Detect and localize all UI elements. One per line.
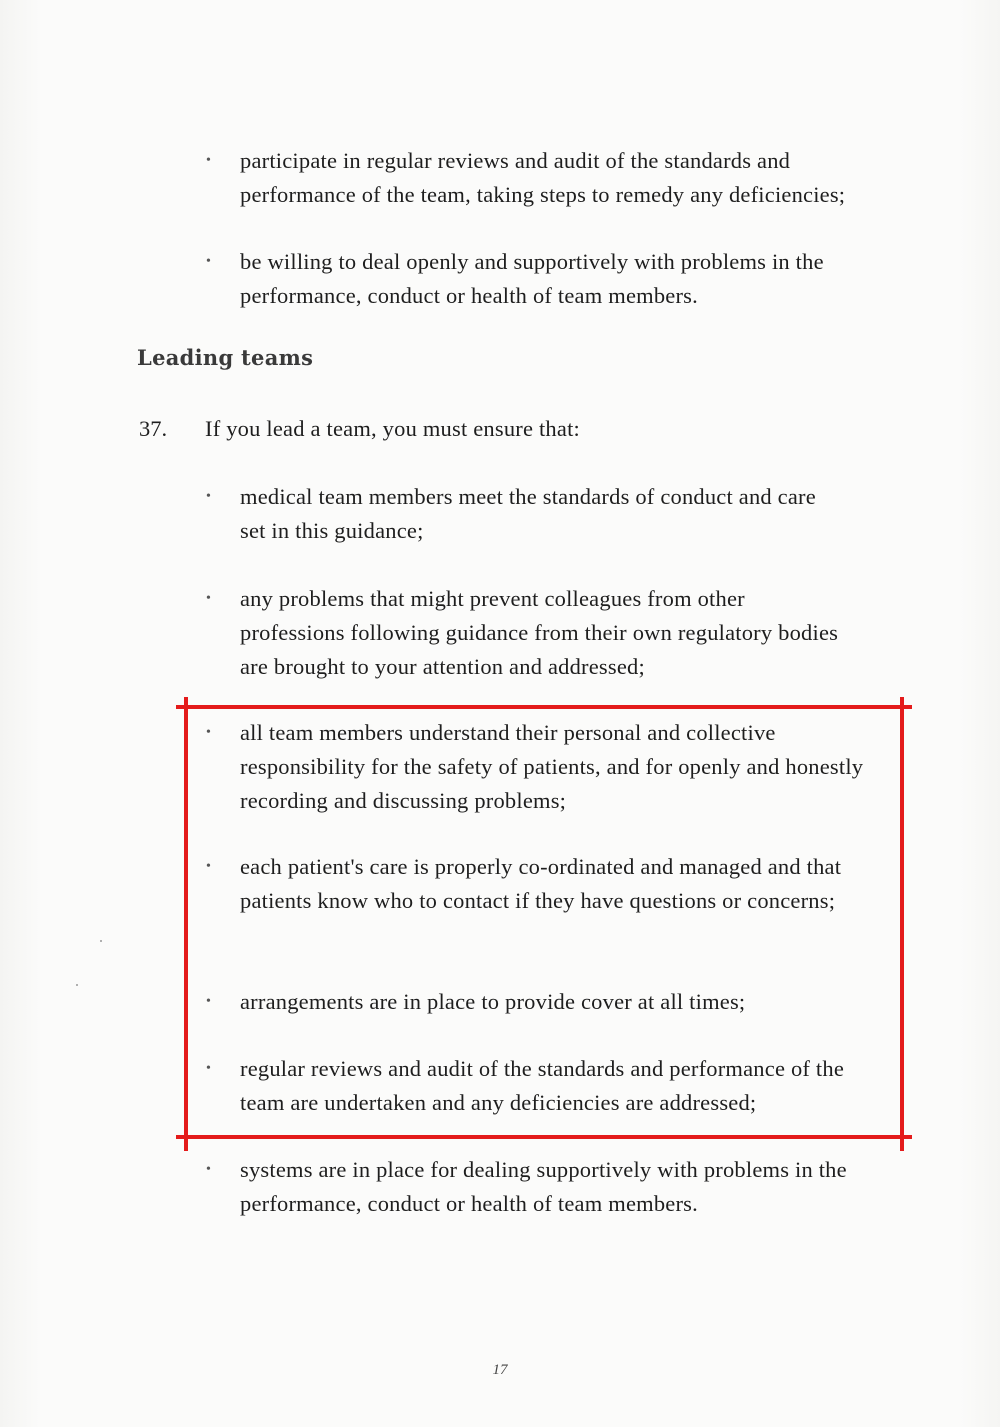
scan-speck <box>76 984 78 986</box>
bullet-text: regular reviews and audit of the standards and performance of the team are undertaken and any deficiencies are addressed; <box>240 1056 845 1115</box>
highlight-tick <box>184 1137 188 1151</box>
list-item <box>206 480 826 548</box>
list-item <box>206 716 866 818</box>
list-item <box>206 985 886 1019</box>
section-heading: Leading teams <box>137 345 314 370</box>
list-item <box>206 582 846 684</box>
bullet-icon: • <box>206 1061 212 1076</box>
page-number: 17 <box>492 1362 508 1378</box>
bullet-text: participate in regular reviews and audit of the standards and performance of the team, taking steps to remedy any deficiencies; <box>240 148 846 207</box>
paragraph-lead-in: If you lead a team, you must ensure that: <box>205 416 580 441</box>
bullet-icon: • <box>206 1162 212 1177</box>
list-item <box>206 1153 856 1221</box>
bullet-icon: • <box>206 994 212 1009</box>
bullet-text: any problems that might prevent colleagues from other professions following guidance from their own regulatory bodies are brought to your attention and addressed; <box>240 586 839 679</box>
bullet-text: each patient's care is properly co-ordinated and managed and that patients know who to contact if they have questions or concerns; <box>240 854 842 913</box>
highlight-tick <box>184 697 188 707</box>
scan-speck <box>100 940 102 942</box>
bullet-icon: • <box>206 591 212 606</box>
bullet-text: medical team members meet the standards of conduct and care set in this guidance; <box>240 484 816 543</box>
list-item <box>206 245 846 313</box>
list-item <box>206 144 866 212</box>
list-item <box>206 850 876 918</box>
bullet-icon: • <box>206 725 212 740</box>
paragraph-number: 37. <box>139 416 168 441</box>
highlight-tick <box>900 1137 904 1151</box>
highlight-tick <box>900 697 904 707</box>
bullet-icon: • <box>206 254 212 269</box>
bullet-text: systems are in place for dealing supportively with problems in the performance, conduct or health of team members. <box>240 1157 847 1216</box>
bullet-text: be willing to deal openly and supportively with problems in the performance, conduct or health of team members. <box>240 249 824 308</box>
bullet-icon: • <box>206 153 212 168</box>
bullet-text: arrangements are in place to provide cover at all times; <box>240 989 746 1014</box>
list-item <box>206 1052 876 1120</box>
bullet-icon: • <box>206 859 212 874</box>
bullet-text: all team members understand their personal and collective responsibility for the safety of patients, and for openly and honestly recording and discussing problems; <box>240 720 864 813</box>
bullet-icon: • <box>206 489 212 504</box>
